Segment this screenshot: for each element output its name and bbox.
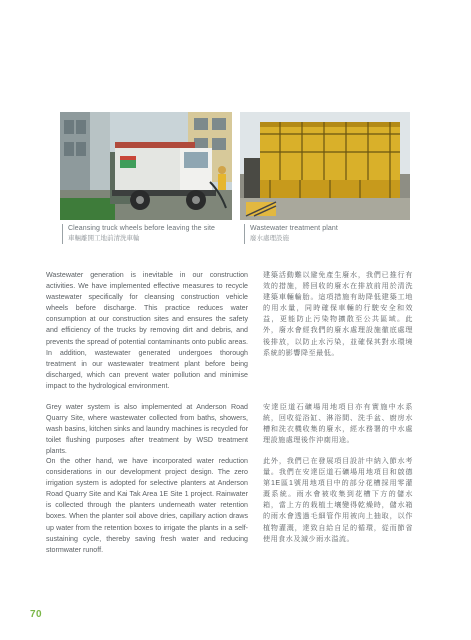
paragraph-en-water-reduction: On the other hand, we have incorporated water reduction considerations in our development project design. The zero irrigation system is adopted for selective planters at Anderson Road Quarry Site and Kai Tak Area 1E Site 1 project. Rainwater is collected through the planters underneath water retention boxes. When the planter soil above dries, capillary action draws up water from the retention boxes to irrigate the plants in a self-sustaining cycle, thereby saving fresh water and reducing stormwater runoff. [46, 457, 248, 554]
caption-en: Wastewater treatment plant [250, 225, 338, 232]
paragraph-en-grey-water: Grey water system is also implemented at Anderson Road Quarry Site, where wastewater collected from baths, showers, wash basins, kitchen sinks and laundry machines is recycled for toilet flushing purposes after treatment by WSD treatment plants. [46, 403, 248, 456]
page-number: 70 [30, 609, 43, 620]
caption-zh: 廢水處理設施 [250, 235, 289, 242]
paragraph-en-wastewater: Wastewater generation is inevitable in our construction activities. We have implemented effective measures to recycle wastewater specifically for cleansing construction vehicle wheels before discharge. This practice reduces water consumption at our construction sites and ensures the safety and efficiency of the trucks by removing dirt and debris, and prevents the spread of potential contaminants onto public areas. In addition, wastewater generated undergoes thorough treatment in our wastewater treatment plant before being discharged, which can prevent water pollution and minimise impact to the hydrological environment. [46, 271, 248, 390]
paragraph-zh-water-reduction: 此外，我們已在發展項目設計中納入節水考量。我們在安達臣道石礦場用地項目和啟德第1E區1號用地項目中的部分花槽採用零灌溉系統。雨水會被收集到花槽下方的儲水箱，當上方的栽植土壤變得乾燥時，儲水箱的雨水會透過毛細管作用被向上抽取，以作植物灌溉，達致自給自足的循環，從而節省使用食水及減少雨水溢流。 [263, 457, 413, 543]
wastewater-treatment-plant-photo [240, 112, 410, 220]
figure-caption-1 [62, 224, 215, 244]
caption-zh: 車輛離開工地前清洗車輪 [68, 235, 140, 242]
paragraph-zh-wastewater: 建築活動難以避免產生廢水，我們已推行有效的措施，將回收的廢水在排放前用於清洗建築車輛輪胎。這項措施有助降低建築工地的用水量，同時確保車輛的行駛安全和效益，更能防止污染物擴散至公共區域。此外，廢水會經我們的廢水處理設施徹底處理後排放，以防止水污染，並確保其對水環境系統的影響降至最低。 [263, 271, 413, 357]
caption-en: Cleansing truck wheels before leaving the site [68, 225, 216, 232]
paragraph-zh-grey-water: 安達臣道石礦場用地項目亦有實施中水系統，回收從浴缸、淋浴間、洗手盆、廚房水槽和洗衣機收集的廢水，經水務署的中水處理設施處理後作沖廁用途。 [263, 403, 413, 445]
figure-caption-2 [244, 224, 338, 244]
truck-wheel-washing-photo [60, 112, 232, 220]
